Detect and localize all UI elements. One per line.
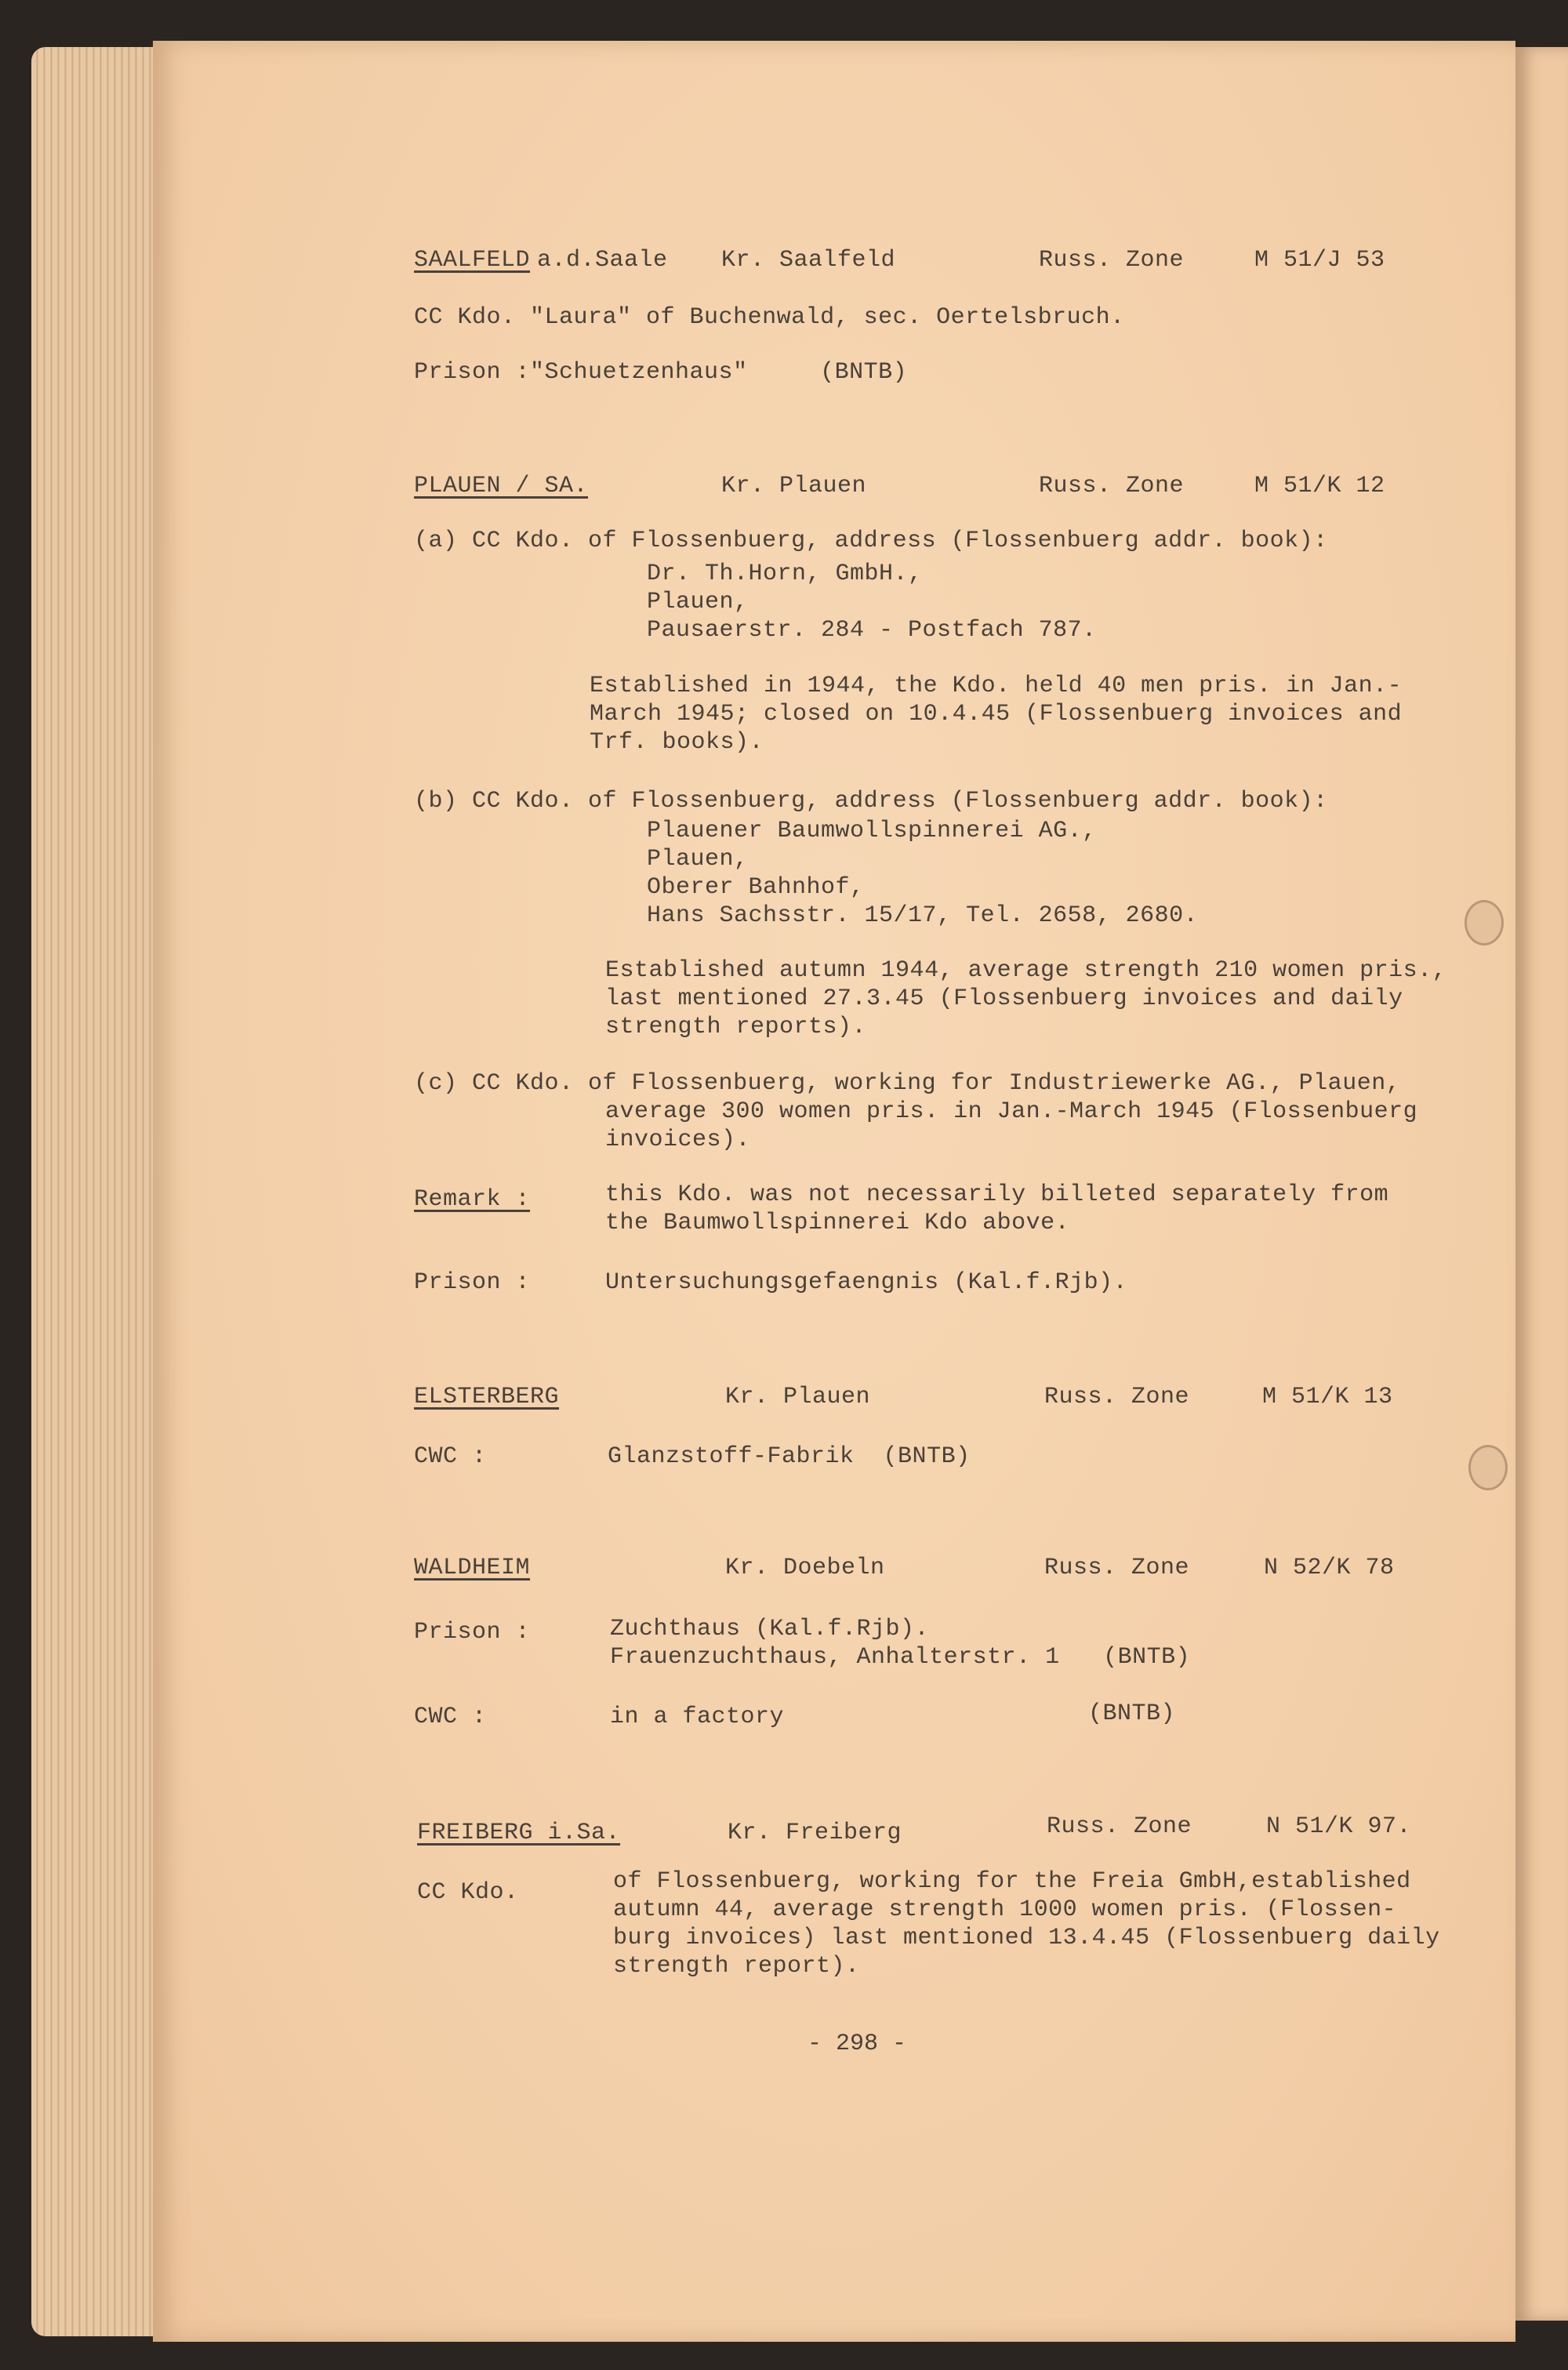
entry-line: autumn 44, average strength 1000 women pris. (Flossen- (613, 1896, 1397, 1923)
cwc-value: Glanzstoff-Fabrik (BNTB) (608, 1443, 971, 1470)
sub-entry-b: (b) CC Kdo. of Flossenbuerg, address (Flossenbuerg addr. book): (414, 788, 1328, 815)
prison-value: Frauenzuchthaus, Anhalterstr. 1 (BNTB) (610, 1644, 1191, 1671)
grid-ref: N 52/K 78 (1264, 1555, 1395, 1581)
prison-label: Prison : (414, 1619, 531, 1646)
district: Kr. Plauen (721, 473, 867, 499)
entry-line: of Flossenbuerg, working for the Freia GmbH,established (613, 1868, 1411, 1895)
address-line: Plauen, (647, 589, 749, 615)
prison-label: Prison : (414, 1269, 531, 1296)
grid-ref: M 51/J 53 (1254, 247, 1385, 274)
address-line: Plauener Baumwollspinnerei AG., (647, 818, 1097, 844)
cwc-source: (BNTB) (1088, 1700, 1176, 1727)
note-line: strength reports). (605, 1014, 867, 1040)
remark-line: the Baumwollspinnerei Kdo above. (605, 1210, 1070, 1236)
sub-entry-c: (c) CC Kdo. of Flossenbuerg, working for Industriewerke AG., Plauen, (414, 1070, 1401, 1097)
sub-entry-a: (a) CC Kdo. of Flossenbuerg, address (Flossenbuerg addr. book): (414, 528, 1328, 554)
entry-line: Prison :"Schuetzenhaus" (BNTB) (414, 359, 908, 386)
remark-label: Remark : (414, 1186, 531, 1213)
place-name: FREIBERG i.Sa. (417, 1820, 621, 1846)
punch-hole-icon (1465, 900, 1504, 945)
punch-hole-icon (1468, 1445, 1508, 1490)
zone: Russ. Zone (1044, 1384, 1190, 1410)
note-line: average 300 women pris. in Jan.-March 1945 (Flossenbuerg (605, 1098, 1418, 1125)
address-line: Pausaerstr. 284 - Postfach 787. (647, 617, 1097, 644)
prison-value: Zuchthaus (Kal.f.Rjb). (610, 1616, 930, 1642)
place-suffix: a.d.Saale (537, 247, 668, 274)
entry-label: CC Kdo. (417, 1879, 519, 1906)
district: Kr. Plauen (725, 1384, 871, 1410)
cwc-label: CWC : (414, 1704, 487, 1730)
district: Kr. Doebeln (725, 1555, 885, 1581)
page-number: - 298 - (808, 2031, 907, 2057)
address-line: Dr. Th.Horn, GmbH., (647, 561, 923, 587)
grid-ref: M 51/K 12 (1254, 473, 1385, 499)
district: Kr. Freiberg (728, 1820, 902, 1846)
note-line: Established autumn 1944, average strength 210 women pris., (605, 957, 1447, 984)
note-line: Established in 1944, the Kdo. held 40 men pris. in Jan.- (590, 673, 1403, 699)
zone: Russ. Zone (1039, 247, 1185, 274)
address-line: Hans Sachsstr. 15/17, Tel. 2658, 2680. (647, 902, 1199, 929)
cwc-label: CWC : (414, 1443, 487, 1470)
note-line: last mentioned 27.3.45 (Flossenbuerg invoices and daily (605, 985, 1403, 1012)
address-line: Plauen, (647, 846, 749, 873)
note-line: invoices). (605, 1127, 751, 1153)
zone: Russ. Zone (1047, 1813, 1192, 1840)
district: Kr. Saalfeld (721, 247, 896, 274)
note-line: March 1945; closed on 10.4.45 (Flossenbuerg invoices and (590, 701, 1403, 728)
place-name: WALDHEIM (414, 1555, 531, 1581)
adjacent-page-edge (1515, 47, 1568, 2321)
place-name: SAALFELD (414, 247, 531, 274)
entry-line: burg invoices) last mentioned 13.4.45 (Flossenbuerg daily (613, 1925, 1440, 1951)
address-line: Oberer Bahnhof, (647, 874, 865, 901)
entry-line: strength report). (613, 1953, 860, 1980)
cwc-value: in a factory (610, 1704, 785, 1730)
entry-line: CC Kdo. "Laura" of Buchenwald, sec. Oertelsbruch. (414, 304, 1125, 331)
zone: Russ. Zone (1039, 473, 1185, 499)
remark-line: this Kdo. was not necessarily billeted separately from (605, 1181, 1389, 1208)
grid-ref: N 51/K 97. (1266, 1813, 1412, 1840)
place-name: ELSTERBERG (414, 1384, 560, 1410)
place-name: PLAUEN / SA. (414, 473, 589, 499)
grid-ref: M 51/K 13 (1262, 1384, 1393, 1410)
prison-value: Untersuchungsgefaengnis (Kal.f.Rjb). (605, 1269, 1128, 1296)
note-line: Trf. books). (590, 729, 764, 756)
zone: Russ. Zone (1044, 1555, 1190, 1581)
